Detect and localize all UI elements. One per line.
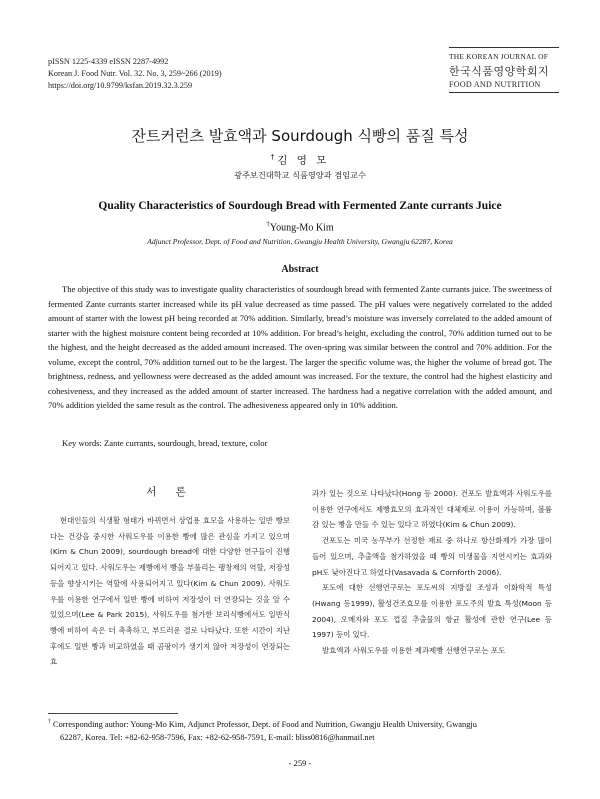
english-author-name: Young-Mo Kim bbox=[269, 222, 334, 234]
english-affiliation: Adjunct Professor, Dept. of Food and Nutrition, Gwangju Health University, Gwangju 62287, Korea bbox=[147, 237, 453, 246]
korean-affiliation: 광주보건대학교 식품영양과 겸임교수 bbox=[234, 170, 366, 180]
english-title: Quality Characteristics of Sourdough Bread with Fermented Zante currants Juice bbox=[98, 200, 502, 212]
journal-citation-block bbox=[48, 56, 222, 92]
body-paragraph: 과가 있는 것으로 나타났다(Hong 등 2000). 건포도 발효액과 사워도우를 이용한 연구에서도 제빵효모의 효과적인 대체제로 이용이 가능하며, 볼륨감 있는 빵을 만들 수 있는 있다고 하였다(Kim & Chun 2009). bbox=[312, 489, 552, 530]
footnote-line1-text: Corresponding author: Young-Mo Kim, Adjunct Professor, Dept. of Food and Nutrition, Gwangju Health University, Gwangju bbox=[53, 719, 477, 729]
issn-line: pISSN 1225-4339 eISSN 2287-4992 bbox=[48, 57, 169, 66]
section-title-introduction: 서 론 bbox=[146, 486, 194, 498]
page-number: - 259 - bbox=[288, 758, 312, 768]
footnote-line1 bbox=[48, 716, 552, 731]
body-column-left bbox=[50, 484, 290, 670]
abstract-text: The objective of this study was to investigate quality characteristics of sourdough bread with fermented Zante currants juice. The sweetness of fermented Zante currants starter increased while its pH value decreased as time passed. The pH values were negatively correlated to the added amount of starter with the lowest pH being recorded at 70% addition. Similarly, bread’s moisture was inversely correlated to the added amount of starter with the highest moisture content being recorded at 10% addition. For bread’s height, excluding the control, 70% addition turned out to be the highest, and the height decreased as the added amount increased. The oven-spring was similar between the control and 70% addition. For the volume, except the control, 70% addition turned out to be the largest. The larger the specific volume was, the higher the volume of bread got. The brightness, redness, and yellowness were decreased as the added amount was increased. For the texture, the control had the highest elasticity and cohesiveness, and they increased as the added amount of starter increased. The hardness had a negative correlation with the added amount, and 70% addition yielded the same result as the control. The adhesiveness appeared only in 10% addition. bbox=[48, 284, 552, 410]
english-author bbox=[0, 220, 600, 233]
body-paragraph: 포도에 대한 선행연구로는 포도씨의 지방질 조성과 이화학적 특성(Hwang 등1999), 활성건조효모를 이용한 포도주의 발효 특성(Moon 등 2004), 오메자와 포도 껍질 추출물의 항균 활성에 관한 연구(Lee 등 1997) 등이 있다. bbox=[312, 583, 552, 640]
author-dagger: † bbox=[270, 152, 278, 161]
author-dagger: † bbox=[266, 220, 270, 228]
korean-title: 잔트커런츠 발효액과 Sourdough 식빵의 품질 특성 bbox=[131, 127, 469, 145]
body-paragraph: 건포도는 미국 농무부가 선정한 재료 중 하나로 항산화제가 가장 많이 들어 있으며, 추출액을 첨가하였을 때 빵의 미생물을 지연시키는 효과와 pH도 낮아진다고 하였다(Vasavada & Cornforth 2006). bbox=[312, 536, 552, 577]
journal-logo-line1: THE KOREAN JOURNAL OF bbox=[449, 47, 559, 61]
body-paragraph: 발효액과 사워도우를 이용한 제과제빵 선행연구로는 포도 bbox=[322, 646, 506, 656]
journal-logo-korean: 한국식품영양학회지 bbox=[449, 65, 550, 78]
body-paragraph: 현대인들의 식생활 형태가 바뀌면서 상업용 효모을 사용하는 일반 빵보다는 건강을 중시한 사워도우를 이용한 빵에 많은 관심을 가지고 있으며(Kim & Chun 2009), sourdough bread에 대한 다양한 연구들이 진행되어지고 있다. 사워도우는 제빵에서 빵을 부풀리는 팽창제의 역할, 저장성 등을 향상시키는 역할에 사용되어지고 있다(Kim & Chun 2009). 사워도우를 이용한 연구에서 일반 빵에 비하여 저장성이 더 연장되는 것을 알 수 있었으며(Lee & Park 2015), 사워도우를 첨가한 보리식빵에서도 일반식빵에 비하여 속은 더 촉촉하고, 부드러운 결로 나타났다. 또한 시간이 지난 후에도 일반 빵과 비교하였을 때 곰팡이가 생기지 않아 저장성이 연장되는 효 bbox=[50, 516, 290, 667]
keywords: Key words: Zante currants, sourdough, bread, texture, color bbox=[62, 438, 268, 448]
korean-author-name: 김 영 모 bbox=[277, 154, 330, 167]
korean-author bbox=[0, 152, 600, 168]
journal-logo-line3: FOOD AND NUTRITION bbox=[449, 80, 559, 93]
corresponding-author-footnote bbox=[48, 716, 552, 744]
abstract-heading: Abstract bbox=[281, 264, 319, 275]
citation-line: Korean J. Food Nutr. Vol. 32. No. 3, 259~266 (2019) bbox=[48, 69, 222, 78]
footnote-line2: 62287, Korea. Tel: +82-62-958-7596, Fax: +82-62-958-7591, E-mail: bliss0816@hanmail.net bbox=[60, 732, 375, 742]
journal-logo bbox=[449, 47, 559, 93]
footnote-divider bbox=[48, 713, 178, 714]
footnote-dagger: † bbox=[48, 719, 51, 725]
doi-link[interactable]: https://doi.org/10.9799/ksfan.2019.32.3.259 bbox=[48, 81, 193, 90]
body-column-right bbox=[312, 486, 552, 659]
